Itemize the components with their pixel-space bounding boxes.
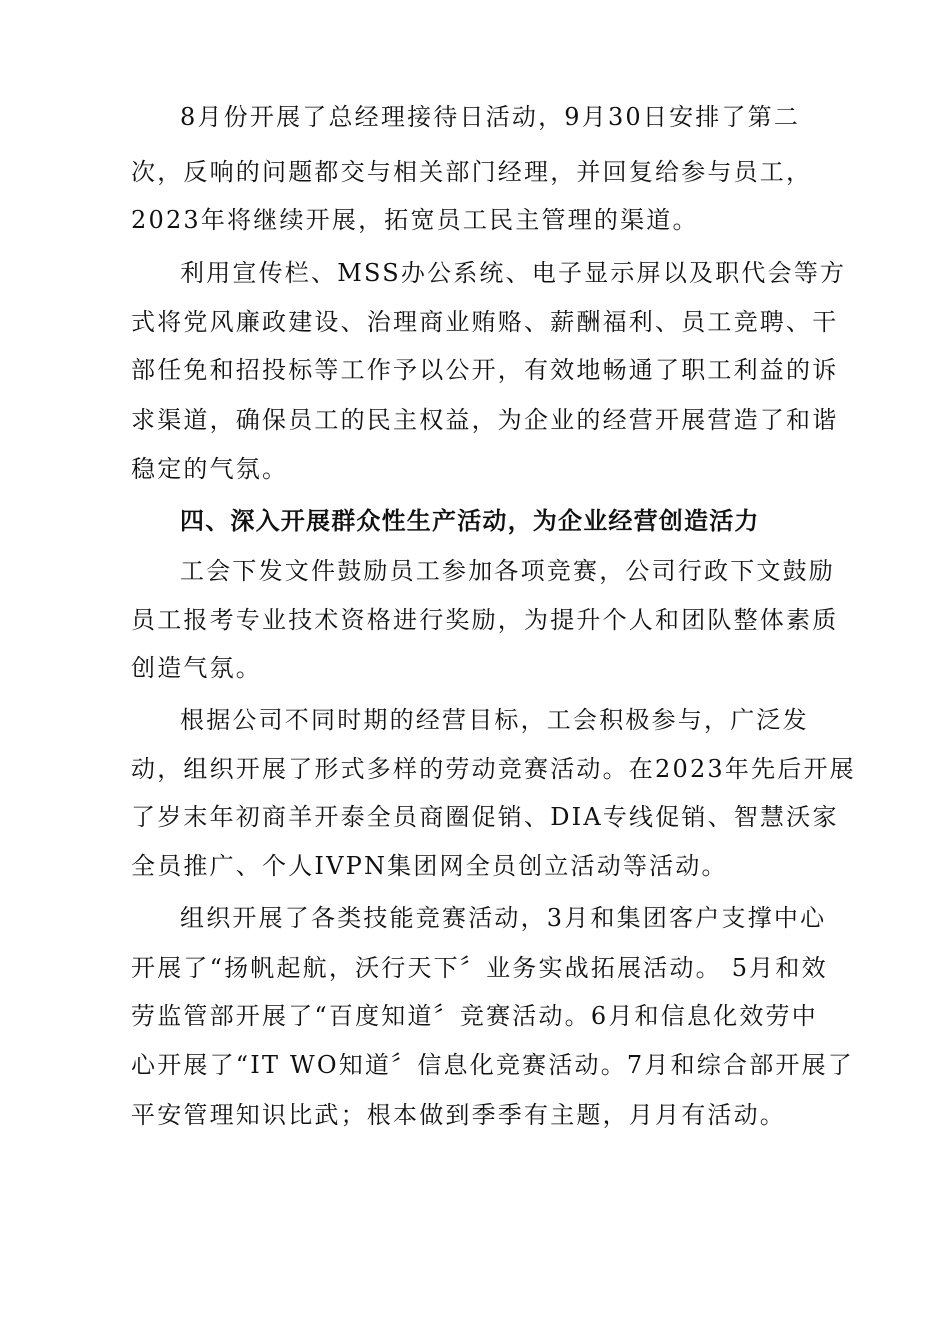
paragraph-5-line-3: 劳监管部开展了“百度知道〞竞赛活动。6月和信息化效劳中 [131,1002,818,1030]
paragraph-2-line-3: 部任免和招投标等工作予以公开，有效地畅通了职工利益的诉 [131,356,839,384]
paragraph-2-line-4: 求渠道，确保员工的民主权益，为企业的经营开展营造了和谐 [131,406,839,434]
paragraph-1-line-1: 8月份开展了总经理接待日活动，9月30日安排了第二 [180,103,801,131]
paragraph-2-line-1: 利用宣传栏、MSS办公系统、电子显示屏以及职代会等方 [180,259,847,287]
paragraph-3-line-1: 工会下发文件鼓励员工参加各项竞赛，公司行政下文鼓励 [180,557,835,585]
paragraph-5-line-5: 平安管理知识比武；根本做到季季有主题，月月有活动。 [131,1101,786,1129]
paragraph-5-line-2: 开展了“扬帆起航，沃行天下〞业务实战拓展活动。 5月和效 [131,954,828,982]
paragraph-1-line-2: 次，反响的问题都交与相关部门经理，并回复给参与员工， [131,158,813,186]
paragraph-4-line-1: 根据公司不同时期的经营目标，工会积极参与，广泛发 [180,706,809,734]
paragraph-3-line-2: 员工报考专业技术资格进行奖励，为提升个人和团队整体素质 [131,606,839,634]
paragraph-4-line-4: 全员推广、个人IVPN集团网全员创立活动等活动。 [131,852,728,880]
paragraph-2-line-2: 式将党风廉政建设、治理商业贿赂、薪酬福利、员工竞聘、干 [131,308,839,336]
paragraph-4-line-3: 了岁末年初商羊开泰全员商圈促销、DIA专线促销、智慧沃家 [131,803,839,831]
paragraph-4-line-2: 动，组织开展了形式多样的劳动竞赛活动。在2023年先后开展 [131,755,856,783]
paragraph-5-line-1: 组织开展了各类技能竞赛活动，3月和集团客户支撑中心 [180,904,827,932]
paragraph-1-line-3: 2023年将继续开展，拓宽员工民主管理的渠道。 [131,206,699,234]
paragraph-3-line-3: 创造气氛。 [131,654,262,682]
section-heading-4: 四、深入开展群众性生产活动，为企业经营创造活力 [180,507,760,535]
paragraph-2-line-5: 稳定的气氛。 [131,455,289,483]
paragraph-5-line-4: 心开展了“IT WO知道〞信息化竞赛活动。7月和综合部开展了 [131,1051,854,1079]
